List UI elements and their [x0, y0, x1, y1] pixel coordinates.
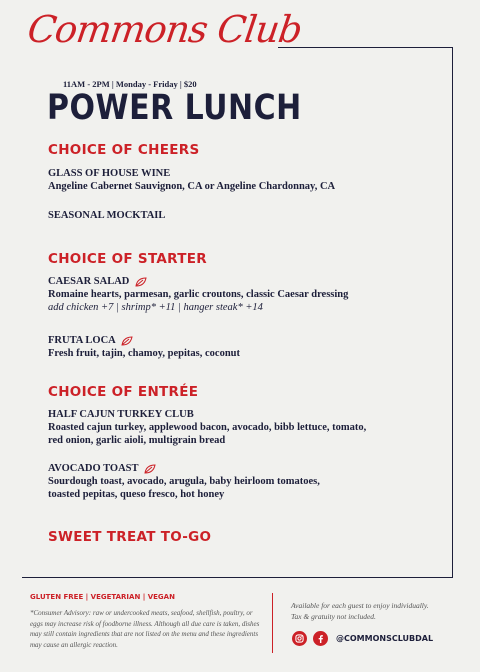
- section-entree: [48, 384, 366, 501]
- section-heading: CHOICE OF CHEERS: [48, 142, 200, 158]
- footer-divider: [272, 593, 273, 653]
- page-title: POWER LUNCH: [47, 88, 302, 129]
- brand-logo: Commons Club: [24, 8, 305, 51]
- frame-right-border: [452, 47, 453, 578]
- social-links: [292, 631, 433, 646]
- vegetarian-leaf-icon: [144, 464, 156, 474]
- menu-item-caesar-salad: [48, 275, 348, 314]
- frame-bottom-border: [22, 577, 453, 578]
- section-starter: [48, 251, 348, 360]
- tax-note: Tax & gratuity not included.: [291, 612, 376, 621]
- service-hours: 11AM - 2PM | Monday - Friday | $20: [63, 79, 197, 89]
- section-sweet-treat: [48, 529, 211, 545]
- item-name: CAESAR SALAD: [48, 276, 130, 287]
- social-handle[interactable]: @COMMONSCLUBDAL: [336, 634, 434, 643]
- section-heading: CHOICE OF ENTRÉE: [48, 384, 199, 400]
- item-name: AVOCADO TOAST: [48, 463, 139, 474]
- section-heading: SWEET TREAT TO-GO: [48, 529, 212, 545]
- instagram-icon[interactable]: [292, 631, 307, 646]
- item-name: FRUTA LOCA: [48, 335, 116, 346]
- facebook-icon[interactable]: [313, 631, 328, 646]
- item-description-line: red onion, garlic aioli, multigrain bread: [48, 435, 226, 446]
- item-name: SEASONAL MOCKTAIL: [48, 210, 166, 221]
- item-description-line: Roasted cajun turkey, applewood bacon, avocado, bibb lettuce, tomato,: [48, 422, 367, 433]
- menu-item-avocado-toast: [48, 462, 366, 501]
- vegetarian-leaf-icon: [135, 277, 147, 287]
- item-description: Angeline Cabernet Sauvignon, CA or Angeline Chardonnay, CA: [48, 181, 336, 192]
- item-name: GLASS OF HOUSE WINE: [48, 168, 171, 179]
- item-name: HALF CAJUN TURKEY CLUB: [48, 409, 194, 420]
- menu-item-mocktail: [48, 209, 335, 222]
- item-addons: add chicken +7 | shrimp* +11 | hanger steak* +14: [48, 302, 263, 313]
- item-description-line: toasted pepitas, queso fresco, hot honey: [48, 489, 225, 500]
- consumer-advisory: *Consumer Advisory: raw or undercooked meats, seafood, shellfish, poultry, or eggs may increase risk of foodborne illness. Although all due care is taken, dishes may still contain ingredients that are not listed on the menu and these ingredients may cause an allergic reaction.: [30, 609, 260, 649]
- section-heading: CHOICE OF STARTER: [48, 251, 207, 267]
- item-description-line: Sourdough toast, avocado, arugula, baby heirloom tomatoes,: [48, 476, 320, 487]
- menu-item-house-wine: [48, 167, 335, 193]
- frame-top-border: [278, 47, 453, 48]
- item-description: Fresh fruit, tajin, chamoy, pepitas, coconut: [48, 348, 241, 359]
- availability-note: [291, 600, 461, 622]
- vegetarian-leaf-icon: [121, 336, 133, 346]
- menu-item-fruta-loca: [48, 334, 348, 360]
- section-cheers: [48, 142, 335, 222]
- item-description: Romaine hearts, parmesan, garlic croutons, classic Caesar dressing: [48, 289, 349, 300]
- availability-line: Available for each guest to enjoy individually.: [291, 601, 429, 610]
- dietary-legend: GLUTEN FREE | VEGETARIAN | VEGAN: [30, 593, 175, 601]
- menu-item-turkey-club: [48, 408, 366, 447]
